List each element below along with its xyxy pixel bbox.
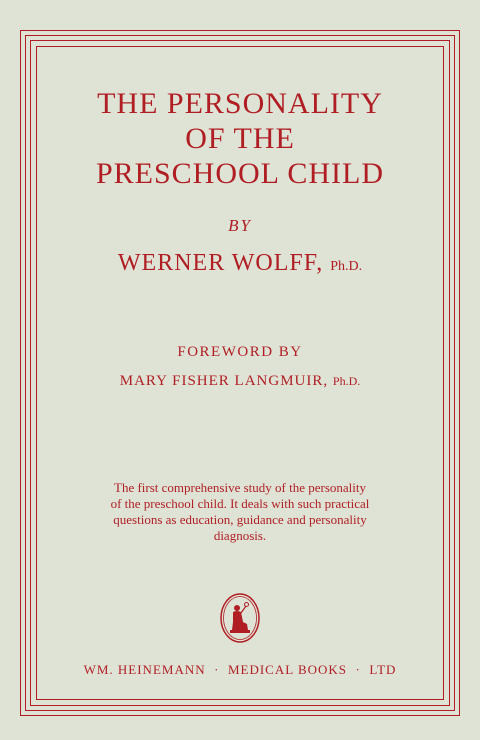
book-title	[36, 86, 444, 191]
publisher-separator-2: ·	[355, 662, 361, 677]
author-degree: Ph.D.	[330, 259, 363, 274]
publisher-separator-1: ·	[214, 662, 220, 677]
title-line-3: PRESCHOOL CHILD	[95, 157, 385, 190]
by-label: BY	[228, 216, 252, 235]
foreword-author-name: MARY FISHER LANGMUIR,	[119, 373, 329, 389]
foreword-author-line	[36, 373, 444, 390]
foreword-label: FOREWORD BY	[177, 344, 303, 360]
publisher-name: WM. HEINEMANN	[83, 662, 206, 677]
publisher-line	[36, 662, 444, 678]
blurb-text: The first comprehensive study of the personality of the preschool child. It deals with such practical questions as education, guidance and personality diagnosis.	[110, 480, 370, 543]
author-name: WERNER WOLFF,	[117, 250, 324, 276]
author-line	[36, 250, 444, 277]
publisher-division: MEDICAL BOOKS	[227, 662, 348, 677]
foreword-author-degree: Ph.D.	[332, 374, 361, 388]
title-line-1: THE PERSONALITY	[97, 87, 383, 120]
publisher-suffix: LTD	[369, 662, 397, 677]
title-line-2: OF THE	[185, 122, 295, 155]
publisher-emblem-icon	[219, 592, 261, 644]
